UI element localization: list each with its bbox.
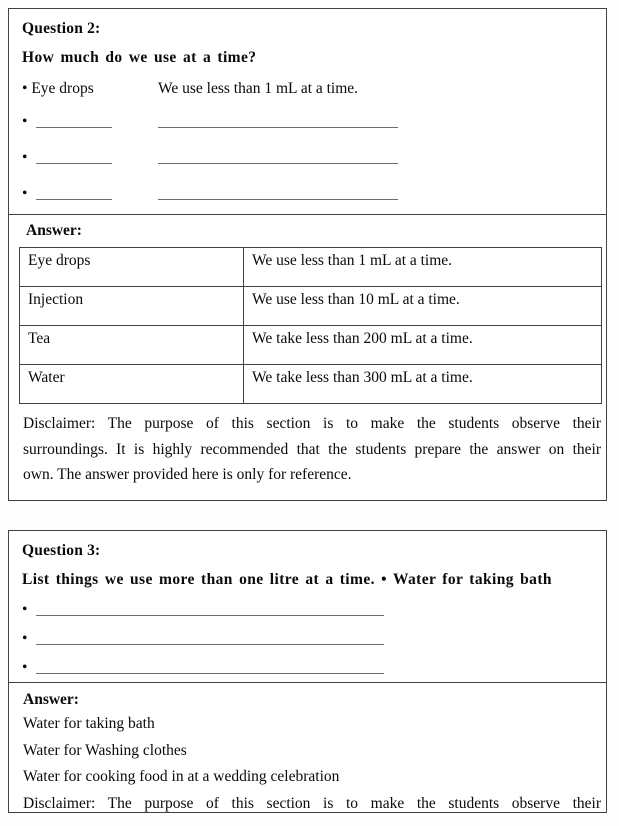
blank-row	[22, 647, 593, 676]
example-item: • Eye drops	[22, 80, 94, 97]
table-row	[20, 326, 602, 365]
question3-title: Question 3:	[22, 542, 101, 559]
bullet-icon: •	[22, 112, 28, 130]
bullet-icon: •	[22, 600, 28, 618]
answer3-section	[9, 683, 606, 816]
blank-underline-item	[36, 127, 112, 128]
answer3-disclaimer	[23, 791, 601, 817]
example-usage: We use less than 1 mL at a time.	[158, 80, 359, 97]
blank-row	[22, 618, 593, 647]
disclaimer-line: Disclaimer: The purpose of this section is to make the students observe their	[23, 415, 601, 432]
bullet-icon: •	[22, 658, 28, 676]
question2-prompt: How much do we use at a time?	[22, 49, 257, 66]
blank-row	[22, 94, 593, 130]
blank-underline	[36, 673, 384, 674]
bullet-icon: •	[22, 629, 28, 647]
table-cell-usage: We take less than 200 mL at a time.	[244, 326, 602, 365]
table-cell-item: Injection	[20, 287, 244, 326]
question3-blank-lines	[22, 589, 593, 676]
blank-row	[22, 130, 593, 166]
answer2-label: Answer:	[26, 222, 82, 239]
table-row	[20, 287, 602, 326]
blank-underline-item	[36, 163, 112, 164]
bullet-icon: •	[22, 80, 28, 97]
table-cell-usage: We take less than 300 mL at a time.	[244, 365, 602, 404]
disclaimer-line: own. The answer provided here is only for reference.	[23, 466, 352, 483]
blank-row	[22, 166, 593, 202]
disclaimer-line: surroundings. It is highly recommended that the students prepare the answer on their	[23, 440, 601, 458]
blank-underline	[36, 644, 384, 645]
table-cell-usage: We use less than 10 mL at a time.	[244, 287, 602, 326]
blank-underline	[36, 615, 384, 616]
question3-section	[9, 531, 606, 683]
blank-underline-usage	[158, 163, 398, 164]
blank-underline-usage	[158, 199, 398, 200]
answer-item: Water for cooking food in at a wedding celebration	[23, 768, 340, 785]
table-cell-item: Water	[20, 365, 244, 404]
answer2-disclaimer	[23, 411, 601, 488]
table-cell-usage: We use less than 1 mL at a time.	[244, 248, 602, 287]
blank-underline-item	[36, 199, 112, 200]
answer2-section	[9, 215, 606, 488]
bullet-icon: •	[22, 148, 28, 166]
table-row	[20, 248, 602, 287]
question2-title: Question 2:	[22, 20, 101, 37]
question2-box	[8, 8, 607, 501]
answer-item: Water for Washing clothes	[23, 741, 187, 759]
answer-item: Water for taking bath	[23, 715, 155, 732]
bullet-icon: •	[22, 184, 28, 202]
blank-row	[22, 589, 593, 618]
question3-prompt: List things we use more than one litre at a time. • Water for taking bath	[22, 571, 552, 588]
question2-blank-lines	[22, 94, 593, 202]
answer3-label: Answer:	[23, 691, 79, 708]
answer3-items	[23, 711, 593, 791]
disclaimer-line: Disclaimer: The purpose of this section is to make the students observe their	[23, 794, 601, 812]
question3-box	[8, 530, 607, 813]
table-cell-item: Eye drops	[20, 248, 244, 287]
table-cell-item: Tea	[20, 326, 244, 365]
question2-section	[9, 9, 606, 215]
table-row	[20, 365, 602, 404]
blank-underline-usage	[158, 127, 398, 128]
answer2-table	[19, 247, 602, 404]
